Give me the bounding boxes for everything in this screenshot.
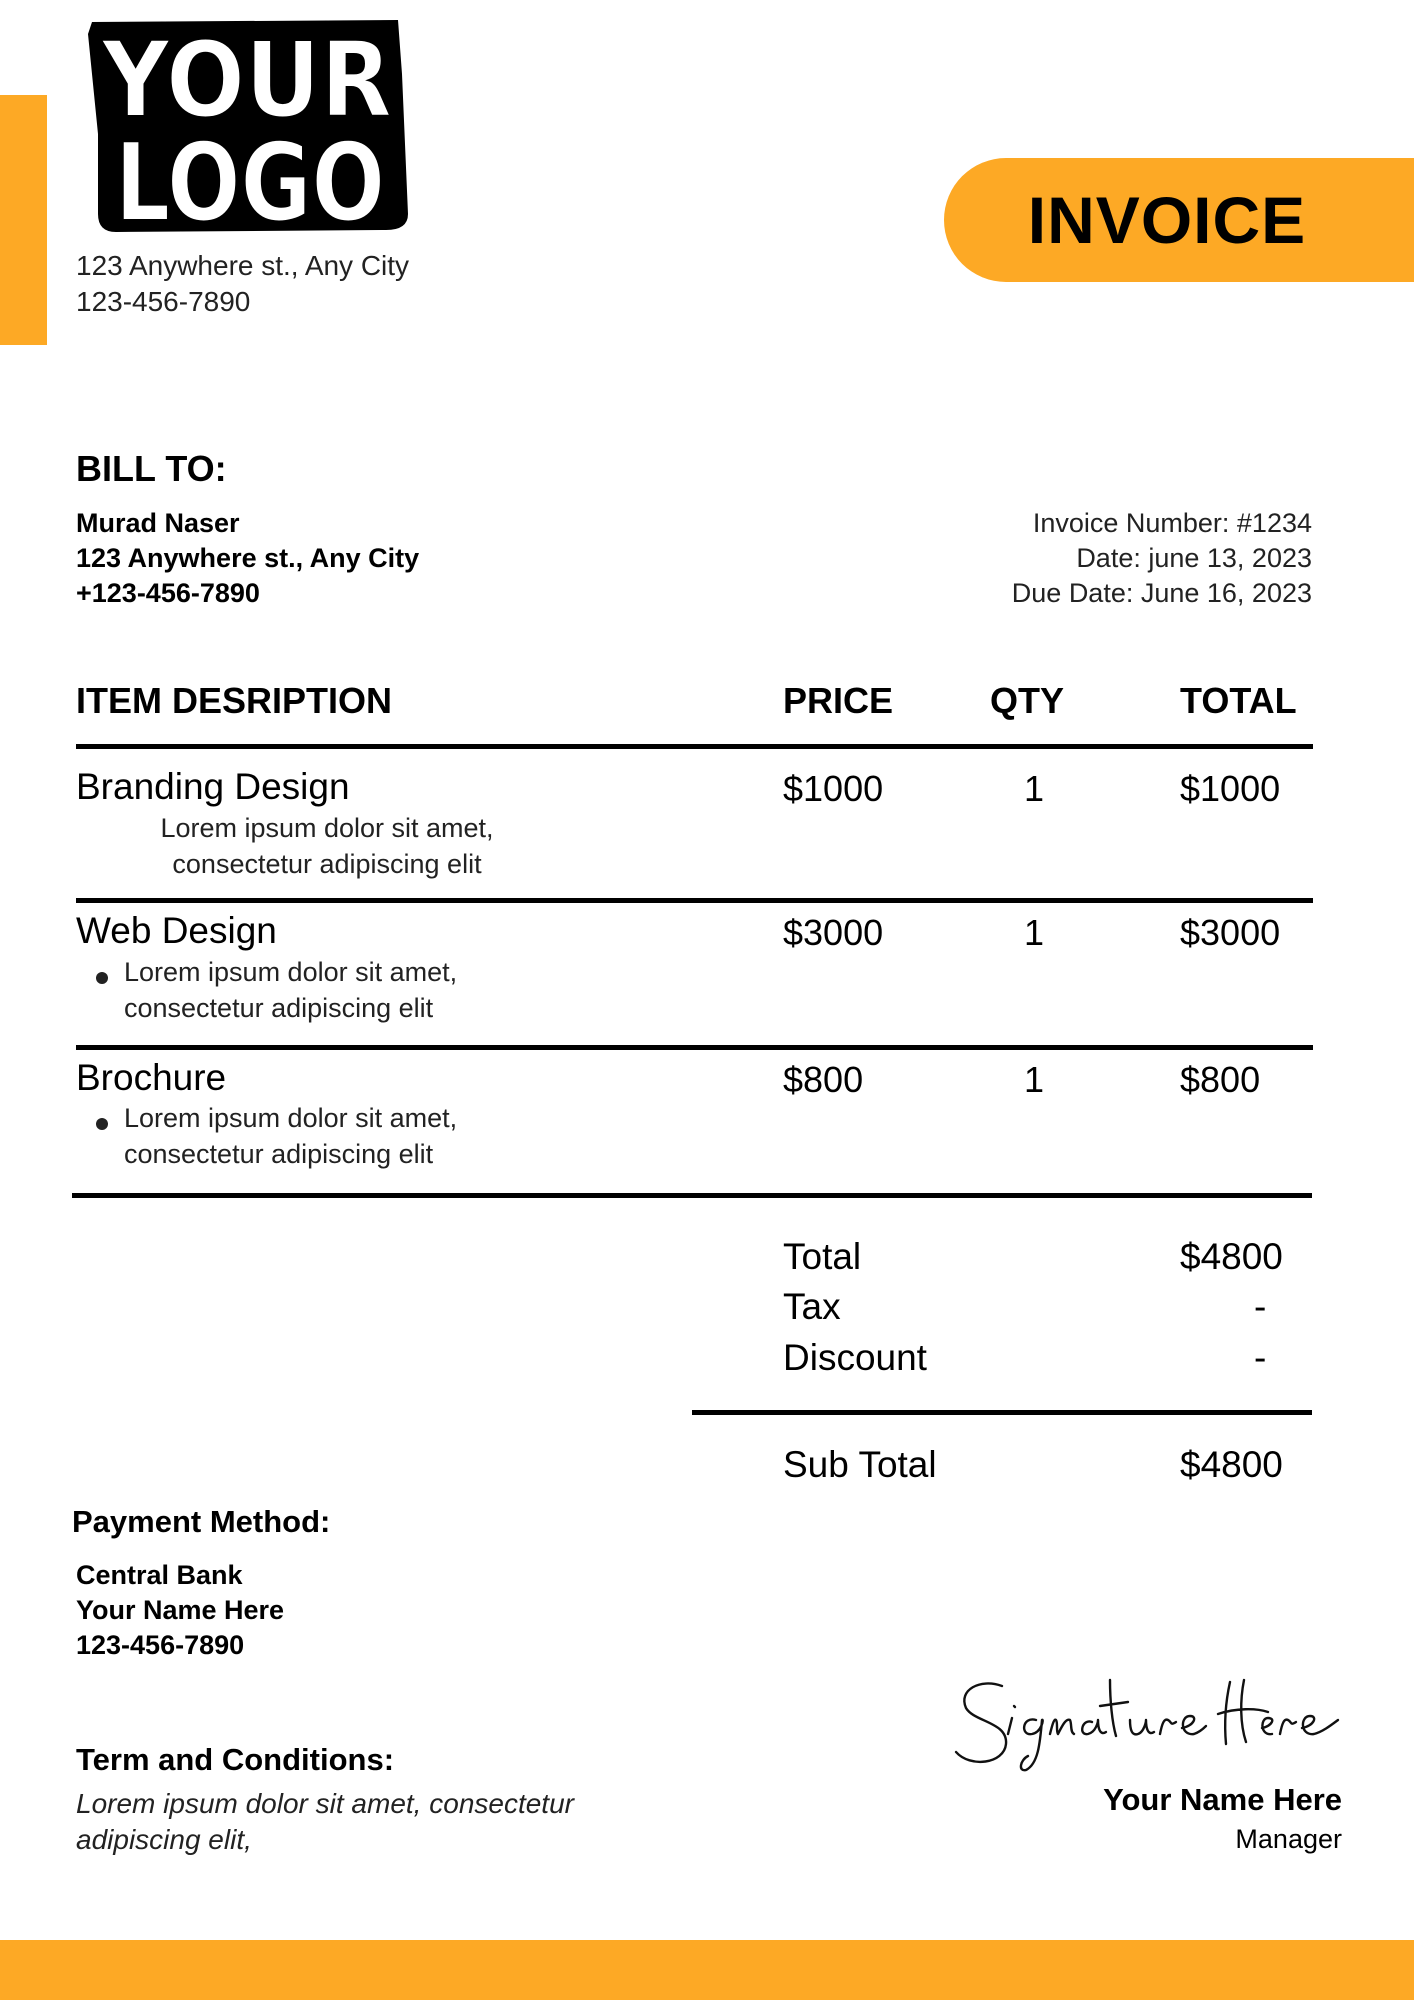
- item-price: $1000: [783, 768, 884, 809]
- item-desc-line: consectetur adipiscing elit: [172, 849, 482, 879]
- invoice-title: INVOICE: [944, 158, 1414, 282]
- company-contact: [76, 248, 409, 320]
- item-qty: 1: [1024, 768, 1045, 809]
- item-total: $3000: [1180, 912, 1281, 953]
- signature-graphic: [950, 1660, 1350, 1780]
- company-address: 123 Anywhere st., Any City: [76, 250, 410, 281]
- accent-bar-left: [0, 95, 47, 345]
- payment-bank: Central Bank: [76, 1560, 243, 1590]
- payment-number: 123-456-7890: [76, 1630, 245, 1660]
- client-address: 123 Anywhere st., Any City: [76, 543, 420, 573]
- accent-bar-bottom: [0, 1940, 1414, 2000]
- invoice-due-date: Due Date: June 16, 2023: [1011, 578, 1312, 608]
- signatory-name: Your Name Here: [1103, 1782, 1342, 1817]
- payment-method-title: Payment Method:: [72, 1504, 331, 1539]
- terms-title: Term and Conditions:: [76, 1742, 395, 1777]
- client-name: Murad Naser: [76, 508, 240, 538]
- summary-subtotal-label: Sub Total: [783, 1444, 937, 1485]
- invoice-date: Date: june 13, 2023: [1076, 543, 1312, 573]
- item-desc-line: Lorem ipsum dolor sit amet,: [124, 1103, 458, 1133]
- summary-tax-value: -: [1254, 1286, 1267, 1327]
- logo: [86, 14, 408, 246]
- item-price: $800: [783, 1059, 864, 1100]
- summary-discount-label: Discount: [783, 1337, 927, 1378]
- item-name: Branding Design: [76, 766, 350, 807]
- table-rule: [76, 898, 1313, 903]
- table-rule-bottom: [72, 1193, 1312, 1198]
- payment-name: Your Name Here: [76, 1595, 285, 1625]
- table-rule: [76, 1045, 1313, 1050]
- item-name: Web Design: [76, 910, 277, 951]
- summary-subtotal-value: $4800: [1180, 1444, 1283, 1485]
- bullet-icon: [96, 972, 108, 984]
- summary-rule: [692, 1410, 1312, 1415]
- payment-method-details: [76, 1558, 284, 1663]
- item-total: $800: [1180, 1059, 1261, 1100]
- bill-to-block: [76, 506, 419, 611]
- invoice-meta: [1012, 506, 1312, 611]
- col-header-price: PRICE: [783, 680, 894, 721]
- logo-line1: YOUR: [100, 19, 392, 141]
- summary-total-label: Total: [783, 1236, 862, 1277]
- summary-discount-value: -: [1254, 1337, 1267, 1378]
- col-header-qty: QTY: [990, 680, 1065, 721]
- item-qty: 1: [1024, 912, 1045, 953]
- summary-tax-label: Tax: [783, 1286, 841, 1327]
- item-desc-line: Lorem ipsum dolor sit amet,: [124, 957, 458, 987]
- item-desc-line: consectetur adipiscing elit: [124, 1139, 434, 1169]
- item-name: Brochure: [76, 1057, 227, 1098]
- summary-total-value: $4800: [1180, 1236, 1283, 1277]
- logo-line2: LOGO: [115, 121, 385, 246]
- item-description: [76, 810, 578, 882]
- company-phone: 123-456-7890: [76, 286, 251, 317]
- item-total: $1000: [1180, 768, 1281, 809]
- table-rule-header: [76, 744, 1313, 749]
- item-desc-line: Lorem ipsum dolor sit amet,: [160, 813, 494, 843]
- client-phone: +123-456-7890: [76, 578, 260, 608]
- invoice-number: Invoice Number: #1234: [1032, 508, 1312, 538]
- item-description: [124, 1100, 457, 1172]
- item-desc-line: consectetur adipiscing elit: [124, 993, 434, 1023]
- item-description: [124, 954, 457, 1026]
- col-header-total: TOTAL: [1180, 680, 1297, 721]
- bill-to-title: BILL TO:: [76, 448, 227, 489]
- item-price: $3000: [783, 912, 884, 953]
- col-header-item: ITEM DESRIPTION: [76, 680, 393, 721]
- terms-text: Lorem ipsum dolor sit amet, consectetur adipiscing elit,: [76, 1788, 574, 1855]
- item-qty: 1: [1024, 1059, 1045, 1100]
- signatory-role: Manager: [1235, 1824, 1342, 1854]
- bullet-icon: [96, 1118, 108, 1130]
